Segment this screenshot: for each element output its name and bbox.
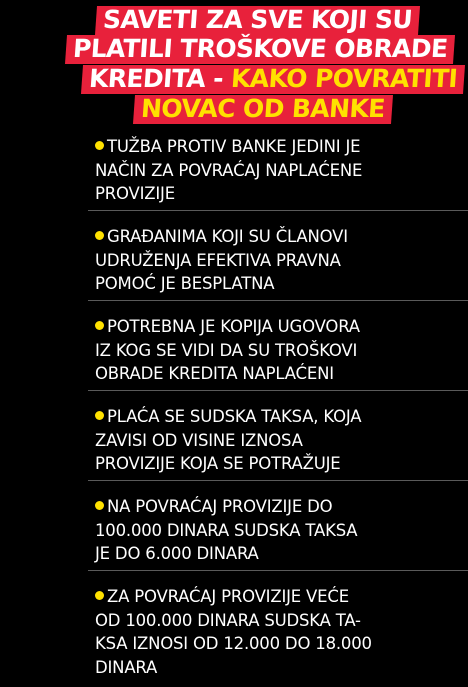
list-item-text: ZA POVRAĆAJ PROVIZIJE VEĆE OD 100.000 DINARA SUDSKA TA- KSA IZNOSI OD 12.000 DO 18.000 DINARA xyxy=(95,587,372,677)
headline xyxy=(0,0,468,130)
list-item-text: GRAĐANIMA KOJI SU ČLANOVI UDRUŽENJA EFEKTIVA PRAVNA POMOĆ JE BESPLATNA xyxy=(95,227,348,293)
list-item-text-wrap xyxy=(95,405,468,476)
bullet-dot-icon xyxy=(95,321,104,330)
headline-line-1-text: SAVETI ZA SVE KOJI SU xyxy=(102,5,414,34)
bullet-dot-icon xyxy=(95,141,104,150)
headline-line-4 xyxy=(133,95,393,124)
bullet-dot-icon xyxy=(95,231,104,240)
headline-line-2-text: PLATILI TROŠKOVE OBRADE xyxy=(72,34,449,63)
list-item xyxy=(88,401,468,481)
list-item xyxy=(88,581,468,681)
list-item-text: NA POVRAĆAJ PROVIZIJE DO 100.000 DINARA SUDSKA TAKSA JE DO 6.000 DINARA xyxy=(95,497,358,563)
list-item-text: PLAĆA SE SUDSKA TAKSA, KOJA ZAVISI OD VISINE IZNOSA PROVIZIJE KOJA SE POTRAŽUJE xyxy=(95,407,362,473)
bullet-dot-icon xyxy=(95,411,104,420)
list-item-text-wrap xyxy=(95,135,468,206)
list-item-text: POTREBNA JE KOPIJA UGOVORA IZ KOG SE VIDI DA SU TROŠKOVI OBRADE KREDITA NAPLAĆENI xyxy=(95,317,360,383)
list-item xyxy=(88,491,468,571)
headline-line-2 xyxy=(65,35,455,64)
list-item-text-wrap xyxy=(95,225,468,296)
list-item-text-wrap xyxy=(95,495,468,566)
bullet-dot-icon xyxy=(95,501,104,510)
bullet-dot-icon xyxy=(95,591,104,600)
headline-line-3-white-text: KREDITA - xyxy=(88,64,233,93)
list-item xyxy=(88,131,468,211)
headline-line-4-yellow-text: NOVAC OD BANKE xyxy=(140,94,386,123)
tips-list xyxy=(88,131,468,681)
list-item-text-wrap xyxy=(95,315,468,386)
list-item xyxy=(88,311,468,391)
headline-line-1 xyxy=(95,6,420,35)
list-item xyxy=(88,221,468,301)
list-item-text: TUŽBA PROTIV BANKE JEDINI JE NAČIN ZA POVRAĆAJ NAPLAĆENE PROVIZIJE xyxy=(95,137,363,203)
headline-line-3-yellow-text: KAKO POVRATITI xyxy=(230,64,459,93)
list-item-text-wrap xyxy=(95,585,468,679)
headline-line-3 xyxy=(81,65,465,94)
